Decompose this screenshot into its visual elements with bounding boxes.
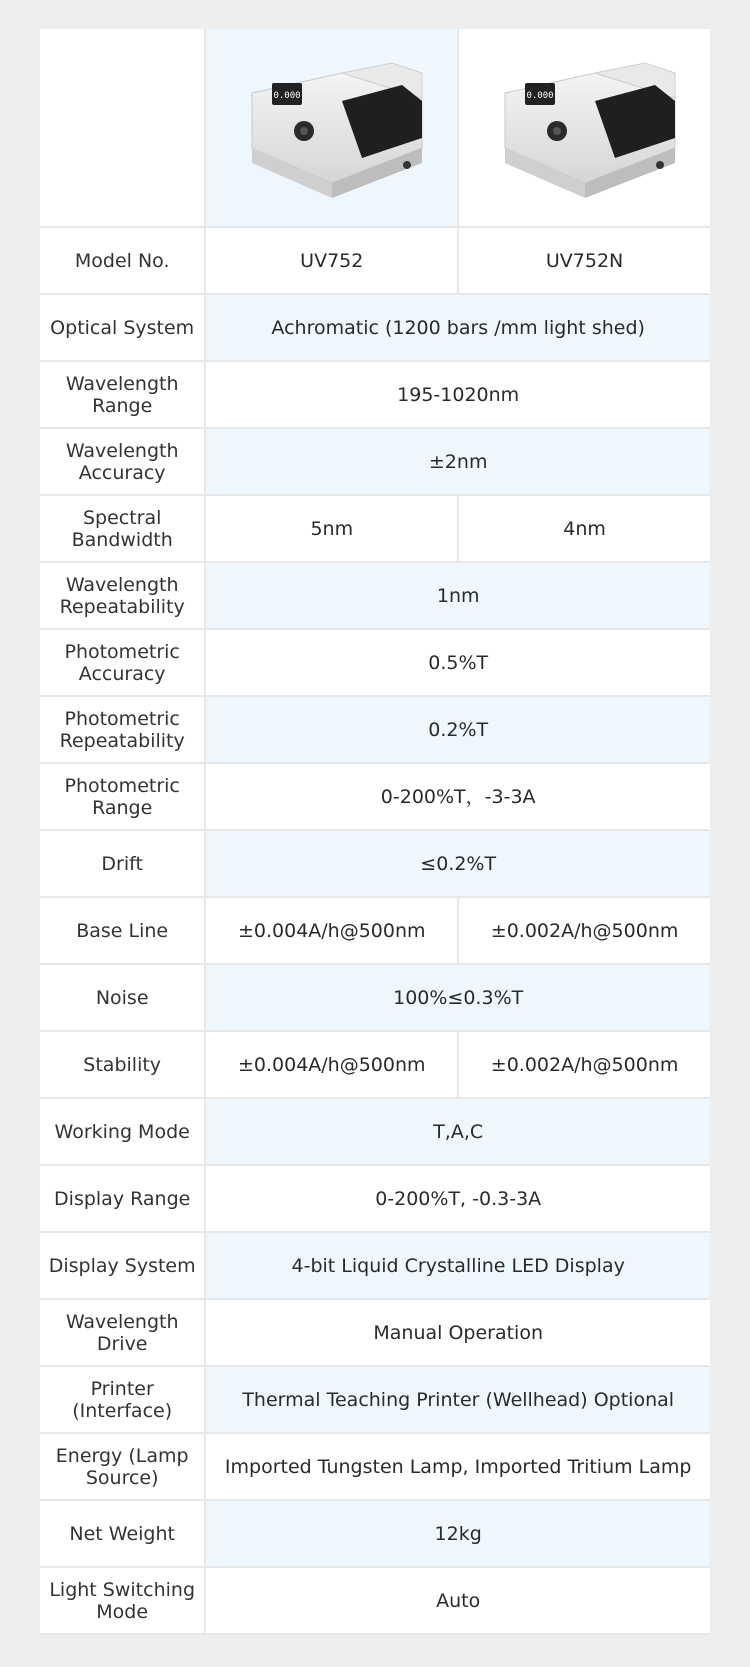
spec-row [40,295,710,360]
spectrophotometer-icon [232,53,432,203]
spec-row [40,1233,710,1298]
image-row [40,29,710,226]
spec-row [40,1300,710,1365]
spec-value: Achromatic (1200 bars /mm light shed) [206,295,710,360]
spec-label: Wavelength Repeatability [40,563,204,628]
spec-table [38,27,712,1635]
spec-value: 0-200%T，-3-3A [206,764,710,829]
spec-sheet [40,29,710,1635]
spec-label: Spectral Bandwidth [40,496,204,561]
spec-value: Auto [206,1568,710,1633]
spec-value: Imported Tungsten Lamp, Imported Tritium Lamp [206,1434,710,1499]
spec-label: Photometric Range [40,764,204,829]
spec-value: ±0.002A/h@500nm [459,1032,710,1097]
spec-row [40,429,710,494]
spec-row [40,898,710,963]
spec-row [40,697,710,762]
spec-label: Working Mode [40,1099,204,1164]
spec-value: 4nm [459,496,710,561]
spec-value: Thermal Teaching Printer (Wellhead) Optional [206,1367,710,1432]
spec-label: Photometric Accuracy [40,630,204,695]
spec-label: Display System [40,1233,204,1298]
spec-row [40,1434,710,1499]
model-row [40,228,710,293]
spec-value: ±0.004A/h@500nm [206,898,457,963]
spec-row [40,1367,710,1432]
spec-value: 0-200%T, -0.3-3A [206,1166,710,1231]
model-uv752: UV752 [206,228,457,293]
spec-value: 0.5%T [206,630,710,695]
spec-value: Manual Operation [206,1300,710,1365]
spec-row [40,1099,710,1164]
spec-label: Energy (Lamp Source) [40,1434,204,1499]
spec-row [40,362,710,427]
spec-row [40,496,710,561]
spec-value: 4-bit Liquid Crystalline LED Display [206,1233,710,1298]
spec-row [40,1568,710,1633]
product-image-uv752n [459,29,710,226]
spec-value: ≤0.2%T [206,831,710,896]
spec-value: 12kg [206,1501,710,1566]
spec-label: Photometric Repeatability [40,697,204,762]
svg-text:0.000: 0.000 [526,90,554,101]
spec-row [40,630,710,695]
spec-label: Wavelength Accuracy [40,429,204,494]
spec-label: Display Range [40,1166,204,1231]
spec-value: 0.2%T [206,697,710,762]
spec-row [40,1032,710,1097]
spec-value: 100%≤0.3%T [206,965,710,1030]
spectrophotometer-icon [485,53,685,203]
spec-value: 195-1020nm [206,362,710,427]
spec-value: 1nm [206,563,710,628]
spec-row [40,764,710,829]
spec-label: Stability [40,1032,204,1097]
spec-value: ±0.002A/h@500nm [459,898,710,963]
spec-label: Base Line [40,898,204,963]
spec-row [40,965,710,1030]
spec-label: Light Switching Mode [40,1568,204,1633]
spec-row [40,1166,710,1231]
spec-label: Net Weight [40,1501,204,1566]
spec-row [40,1501,710,1566]
spec-label: Noise [40,965,204,1030]
spec-value: ±2nm [206,429,710,494]
product-image-uv752 [206,29,457,226]
spec-label: Printer (Interface) [40,1367,204,1432]
spec-value: T,A,C [206,1099,710,1164]
spec-row [40,563,710,628]
svg-text:0.000: 0.000 [273,90,301,101]
blank-cell [40,29,204,226]
spec-label: Wavelength Drive [40,1300,204,1365]
spec-label: Optical System [40,295,204,360]
spec-label: Wavelength Range [40,362,204,427]
spec-row [40,831,710,896]
model-uv752n: UV752N [459,228,710,293]
spec-label: Drift [40,831,204,896]
spec-value: 5nm [206,496,457,561]
row-label: Model No. [40,228,204,293]
spec-value: ±0.004A/h@500nm [206,1032,457,1097]
